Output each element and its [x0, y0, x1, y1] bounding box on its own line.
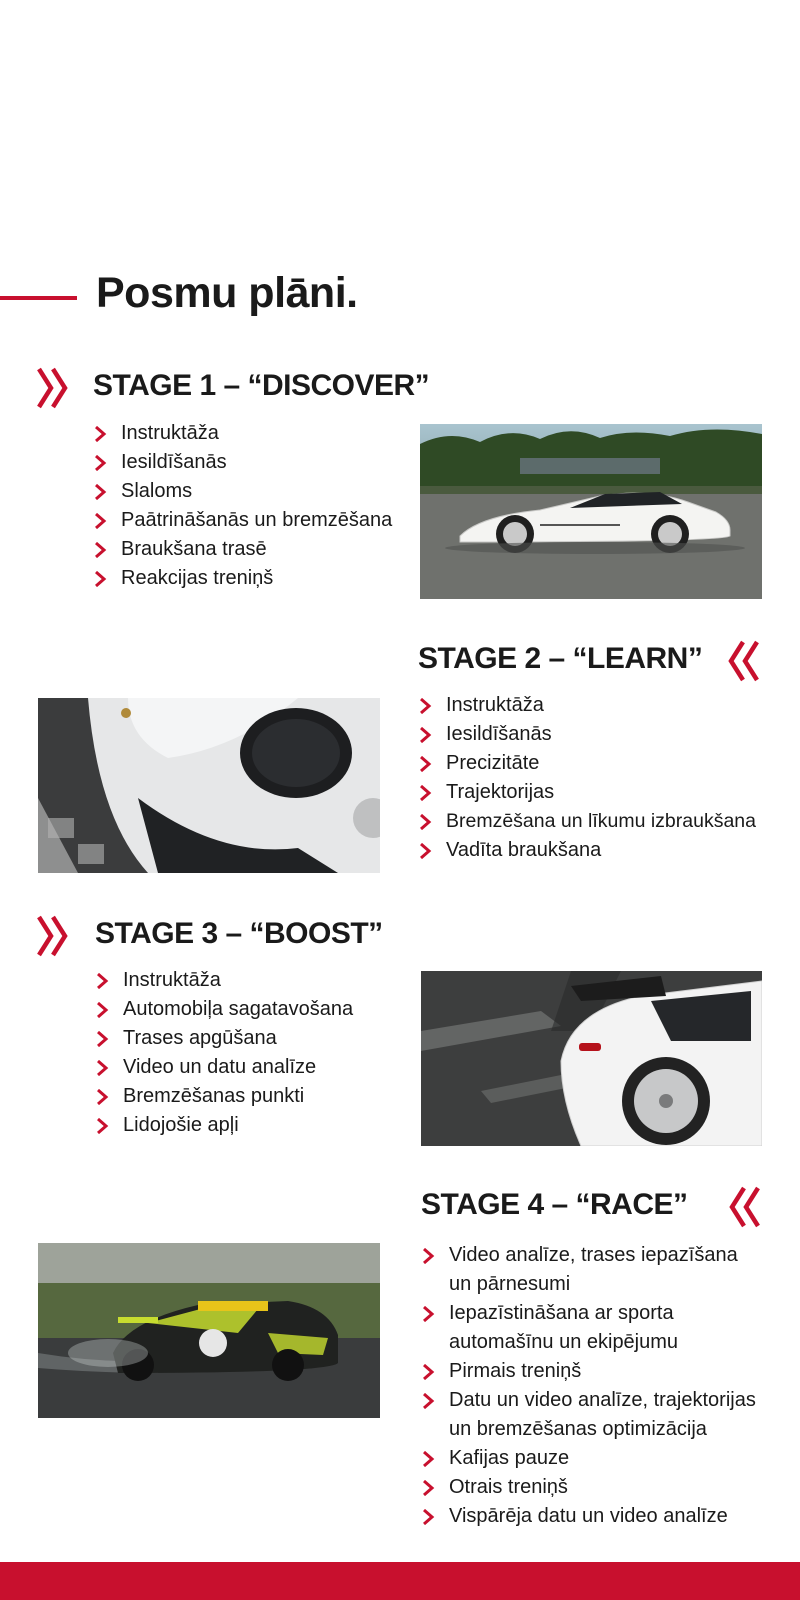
list-item: [418, 749, 756, 778]
list-item: [93, 448, 392, 477]
double-chevron-left-icon: [727, 1185, 763, 1229]
list-item: [95, 995, 353, 1024]
double-chevron-left-icon: [726, 639, 762, 683]
list-item-label: Kafijas pauze: [449, 1447, 570, 1469]
chevron-right-icon: [421, 1248, 435, 1264]
list-item: [95, 966, 353, 995]
stage-3-list: [95, 966, 353, 1140]
footer-bar: [0, 1562, 800, 1600]
list-item-label: Slaloms: [121, 480, 193, 502]
page-title: Posmu plāni.: [96, 269, 358, 317]
list-item-label: Iesildīšanās: [121, 451, 227, 473]
chevron-right-icon: [421, 1480, 435, 1496]
chevron-right-icon: [95, 1089, 109, 1105]
list-item-label: Iepazīstināšana ar sporta: [449, 1302, 674, 1324]
list-item-label: Video analīze, trases iepazīšana: [449, 1244, 738, 1266]
list-item: [93, 477, 392, 506]
list-item-label: Vadīta braukšana: [446, 839, 602, 861]
list-item: [93, 564, 392, 593]
list-item-label-cont: un bremzēšanas optimizācija: [449, 1418, 707, 1440]
list-item: [421, 1357, 756, 1386]
stage-3-photo: [421, 971, 762, 1146]
list-item-label: Datu un video analīze, trajektorijas: [449, 1389, 756, 1411]
list-item-label: Instruktāža: [123, 969, 221, 991]
list-item-label-cont: un pārnesumi: [449, 1273, 571, 1295]
list-item-label: Bremzēšana un līkumu izbraukšana: [446, 810, 756, 832]
list-item-label: Paātrināšanās un bremzēšana: [121, 509, 393, 531]
list-item-label: Trajektorijas: [446, 781, 555, 803]
list-item-label-cont: automašīnu un ekipējumu: [449, 1331, 679, 1353]
stage-1-title: STAGE 1 – “DISCOVER”: [93, 369, 430, 402]
chevron-right-icon: [418, 814, 432, 830]
stage-1-list: [93, 419, 392, 593]
chevron-right-icon: [93, 571, 107, 587]
stage-4-photo: [38, 1243, 380, 1418]
list-item-label: Bremzēšanas punkti: [123, 1085, 305, 1107]
chevron-right-icon: [93, 542, 107, 558]
list-item-label: Video un datu analīze: [123, 1056, 317, 1078]
chevron-right-icon: [95, 1031, 109, 1047]
chevron-right-icon: [418, 756, 432, 772]
chevron-right-icon: [418, 727, 432, 743]
list-item: [95, 1111, 353, 1140]
stage-2-title: STAGE 2 – “LEARN”: [418, 642, 703, 675]
list-item: [421, 1502, 756, 1531]
stage-1-photo: [420, 424, 762, 599]
list-item: [93, 506, 392, 535]
list-item: [93, 535, 392, 564]
title-accent-line: [0, 296, 77, 300]
chevron-right-icon: [418, 785, 432, 801]
list-item: [418, 720, 756, 749]
chevron-right-icon: [95, 1060, 109, 1076]
list-item: [421, 1473, 756, 1502]
list-item: [418, 807, 756, 836]
stage-4-title: STAGE 4 – “RACE”: [421, 1188, 688, 1221]
list-item: [421, 1444, 756, 1473]
list-item-label: Pirmais treniņš: [449, 1360, 582, 1382]
list-item: [95, 1024, 353, 1053]
list-item-label: Braukšana trasē: [121, 538, 267, 560]
list-item: [93, 419, 392, 448]
stage-2-photo: [38, 698, 380, 873]
chevron-right-icon: [421, 1393, 435, 1409]
list-item: [418, 691, 756, 720]
list-item: [418, 836, 756, 865]
list-item: [95, 1053, 353, 1082]
list-item-label: Lidojošie apļi: [123, 1114, 239, 1136]
chevron-right-icon: [95, 1118, 109, 1134]
stage-4-list: [421, 1241, 756, 1531]
list-item: [421, 1386, 756, 1444]
chevron-right-icon: [421, 1306, 435, 1322]
list-item-label: Instruktāža: [121, 422, 219, 444]
list-item-label: Instruktāža: [446, 694, 544, 716]
list-item: [421, 1241, 756, 1299]
chevron-right-icon: [418, 843, 432, 859]
double-chevron-right-icon: [36, 366, 72, 410]
list-item: [421, 1299, 756, 1357]
double-chevron-right-icon: [36, 914, 72, 958]
chevron-right-icon: [95, 973, 109, 989]
stage-3-title: STAGE 3 – “BOOST”: [95, 917, 383, 950]
list-item: [95, 1082, 353, 1111]
list-item-label: Automobiļa sagatavošana: [123, 998, 354, 1020]
list-item: [418, 778, 756, 807]
stage-2-list: [418, 691, 756, 865]
chevron-right-icon: [93, 426, 107, 442]
chevron-right-icon: [93, 513, 107, 529]
chevron-right-icon: [93, 484, 107, 500]
list-item-label: Precizitāte: [446, 752, 540, 774]
chevron-right-icon: [421, 1451, 435, 1467]
list-item-label: Iesildīšanās: [446, 723, 552, 745]
chevron-right-icon: [421, 1509, 435, 1525]
list-item-label: Otrais treniņš: [449, 1476, 568, 1498]
chevron-right-icon: [93, 455, 107, 471]
list-item-label: Trases apgūšana: [123, 1027, 277, 1049]
list-item-label: Vispārēja datu un video analīze: [449, 1505, 728, 1527]
chevron-right-icon: [95, 1002, 109, 1018]
chevron-right-icon: [418, 698, 432, 714]
chevron-right-icon: [421, 1364, 435, 1380]
list-item-label: Reakcijas treniņš: [121, 567, 274, 589]
